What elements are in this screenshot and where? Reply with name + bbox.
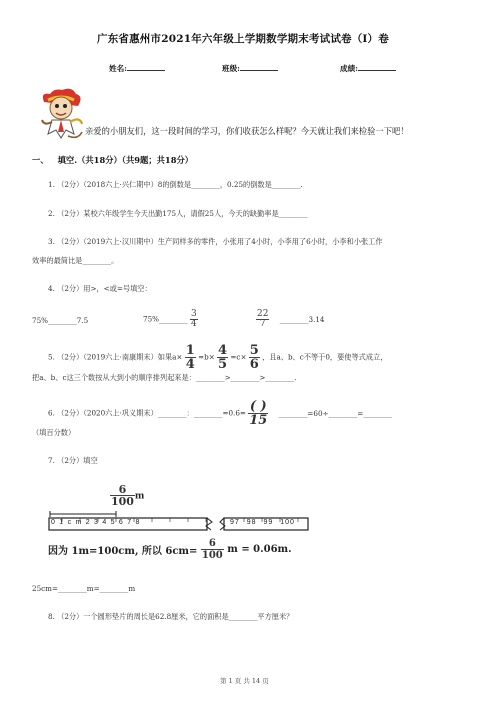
question-8: 8. （2分）一个圆形垫片的周长是62.8厘米，它的面积是________平方厘米？	[48, 612, 294, 621]
ruler-caption: 因为 1m=100cm, 所以 6cm= $\frac{6}{100}$ m = 0.06m.	[48, 538, 292, 561]
fraction-4-5: $\frac{4}{5}$	[218, 343, 228, 372]
fraction-5-6: $\frac{5}{6}$	[249, 343, 259, 372]
class-label: 班级:	[222, 64, 240, 73]
ruler-right-labels: 97 98 99 100	[230, 519, 295, 526]
question-1: 1. （2分）（2018六上·兴仁期中）8的倒数是________，0.25的倒数是________.	[48, 180, 303, 189]
monkey-mascot-illustration	[38, 86, 84, 142]
class-blank[interactable]	[240, 63, 278, 71]
score-label: 成绩:	[340, 64, 358, 73]
ruler-left-labels: 01cm2345678	[51, 519, 144, 526]
question-7-answer: 25cm=________m=________m	[32, 584, 136, 593]
question-2: 2. （2分）某校六年级学生今天出勤175人，请假25人，今天的缺勤率是________	[48, 209, 308, 218]
question-6-line-1: 6. （2分）（2020六上·巩义期末）________：________=0.6= $\frac{( )}{15}$ ________=60÷________=________	[48, 399, 393, 428]
question-7: 7. （2分）填空	[48, 456, 98, 465]
score-field	[340, 63, 396, 74]
fraction-22-7: $\frac{22}{7}$	[257, 309, 269, 329]
question-6-line-2: （填百分数）	[32, 428, 76, 437]
ruler-top-fraction: $\frac{6}{100}$ m	[111, 483, 145, 508]
fraction-1-4: $\frac{1}{4}$	[185, 343, 195, 372]
name-label: 姓名:	[109, 64, 127, 73]
page-footer: 第 1 页 共 14 页	[220, 677, 269, 685]
question-4-item-b: 75%________ $\frac{3}{4}$	[143, 309, 197, 329]
question-4: 4. （2分）用>，<或=号填空：	[48, 284, 152, 293]
question-5-line-2: 把a、b、c这三个数按从大到小的顺序排列起来是：________>________>________.	[32, 373, 297, 382]
fraction-blank-15: $\frac{( )}{15}$	[249, 399, 268, 428]
question-5-line-1: 5. （2分）（2019六上·南康期末）如果a× $\frac{1}{4}$ =b× $\frac{4}{5}$ =c× $\frac{5}{6}$ ，且a、b、c不等于0，要使等式成立，	[48, 343, 388, 372]
section-heading	[32, 154, 193, 166]
intro-text: 亲爱的小朋友们，这一段时间的学习，你们收获怎么样呢？今天就让我们来检验一下吧！	[85, 126, 409, 136]
class-field	[222, 63, 278, 74]
name-blank[interactable]	[127, 63, 165, 71]
section-number: 一、	[32, 155, 49, 165]
ruler-figure	[48, 484, 310, 574]
question-4-item-c: $\frac{22}{7}$ ________3.14	[257, 309, 325, 329]
question-3-line-1: 3. （2分）（2019六上·汉川期中）生产同样多的零件，小张用了4小时，小李用了6小时，小李和小张工作	[48, 237, 383, 246]
section-title: 填空.（共18分）（共9题；共18分）	[57, 155, 194, 165]
score-blank[interactable]	[358, 63, 396, 71]
fraction-3-4: $\frac{3}{4}$	[191, 309, 197, 329]
name-field	[109, 63, 165, 74]
page-title: 广东省惠州市2021年六年级上学期数学期末考试试卷（I）卷	[97, 33, 389, 45]
question-4-item-a: 75%________7.5	[32, 316, 89, 325]
question-3-line-2: 效率的最简比是________。	[32, 256, 119, 265]
